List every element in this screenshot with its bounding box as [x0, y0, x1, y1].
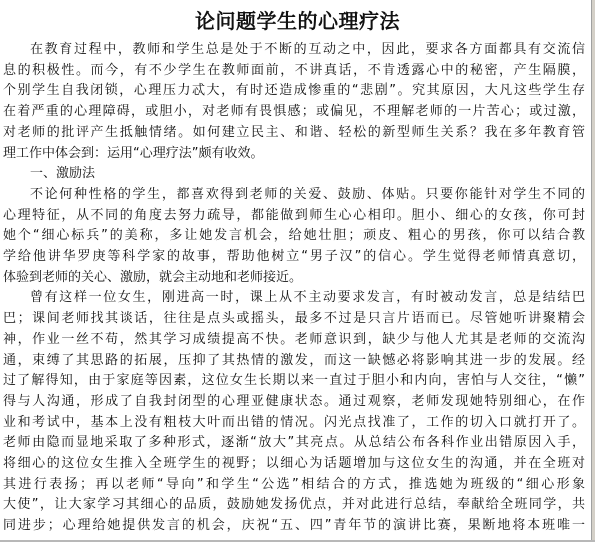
section-heading: 一、激励法: [30, 166, 96, 182]
vertical-scrollbar[interactable]: [591, 0, 595, 542]
paragraph-line: 曾有这样一位女生，刚进高一时，课上从不主动要求发言，有时被动发言，总是结结巴: [30, 290, 585, 306]
paragraph-line: 在着严重的心理障碍，或胆小，对老师有畏惧感；或偏见，不理解老师的一片苦心；或过激，: [3, 104, 585, 120]
paragraph-line: 其进行表扬；再以老师“导向”和学生“公选”相结合的方式，推选她为班级的“细心形象: [3, 476, 585, 492]
paragraph-line: 不论何种性格的学生，都喜欢得到老师的关爱、鼓励、体贴。只要你能针对学生不同的: [30, 186, 585, 202]
paragraph-line: 学给他讲华罗庚等科学家的故事，帮助他树立“男子汉”的信心。学生觉得老师情真意切，: [3, 249, 585, 264]
paragraph-line: 巴；课间老师找其谈话，往往是点头或摇头，最多不过是只言片语而已。尽管她听讲聚精会: [3, 311, 585, 327]
paragraph-line: 体验到老师的关心、激励，就会主动地和老师接近。: [3, 269, 303, 285]
paragraph-line: 大使”，让大家学习其细心的品质，鼓励她发扬优点，并对此进行总结，奉献给全班同学，共: [3, 497, 585, 513]
paragraph-line: 过了解得知，由于家庭等因素，这位女生长期以来一直过于胆小和内向，害怕与人交往，“懒”: [3, 373, 585, 389]
paragraph-line: 息的积极性。而今，有不少学生在教师面前，不讲真话，不肯透露心中的秘密，产生隔膜，: [3, 62, 585, 78]
paragraph-line: 神，作业一丝不苟，然其学习成绩提高不快。老师意识到，缺少与他人尤其是老师的交流沟: [3, 331, 585, 347]
paragraph-line: 心理特征，从不同的角度去努力疏导，都能做到师生心心相印。胆小、细心的女孩，你可封: [3, 207, 585, 223]
paragraph-line: 理工作中体会到：运用“心理疗法”颇有收效。: [3, 145, 264, 161]
paragraph-line: 同进步；心理给她提供发言的机会，庆祝“五、四”青年节的演讲比赛，果断地将本班唯一: [3, 518, 585, 534]
paragraph-line: 她个“细心标兵”的美称，多让她发言机会，给她壮胆；顽皮、粗心的男孩，你可以结合教: [3, 228, 585, 244]
paragraph-line: 业和考试中，基本上没有粗枝大叶而出错的情况。闪光点找准了，工作的切入口就打开了。: [3, 414, 585, 430]
paragraph-line: 在教育过程中，教师和学生总是处于不断的互动之中，因此，要求各方面都具有交流信: [30, 42, 585, 57]
document-title: 论问题学生的心理疗法: [195, 9, 400, 33]
paragraph-line: 通，束缚了其思路的拓展，压抑了其热情的激发，而这一缺憾必将影响其进一步的发展。经: [3, 352, 585, 368]
paragraph-line: 个别学生自我闭锁，心理压力忒大，有时还造成惨重的“悲剧”。究其原因，大凡这些学生存: [3, 83, 585, 99]
paragraph-line: 将细心的这位女生推入全班学生的视野；以细心为话题增加与这位女生的沟通，并在全班对: [3, 456, 585, 471]
paragraph-line: 得与人沟通，形成了自我封闭型的心理亚健康状态。通过观察，老师发现她特别细心，在作: [3, 393, 585, 409]
paragraph-line: 老师由隐而显地采取了多种形式，逐渐“放大”其亮点。从总结公布各科作业出错原因入手，: [3, 435, 585, 451]
paragraph-line: 对老师的批评产生抵触情绪。如何建立民主、和谐、轻松的新型师生关系？我在多年教育管: [3, 124, 585, 140]
